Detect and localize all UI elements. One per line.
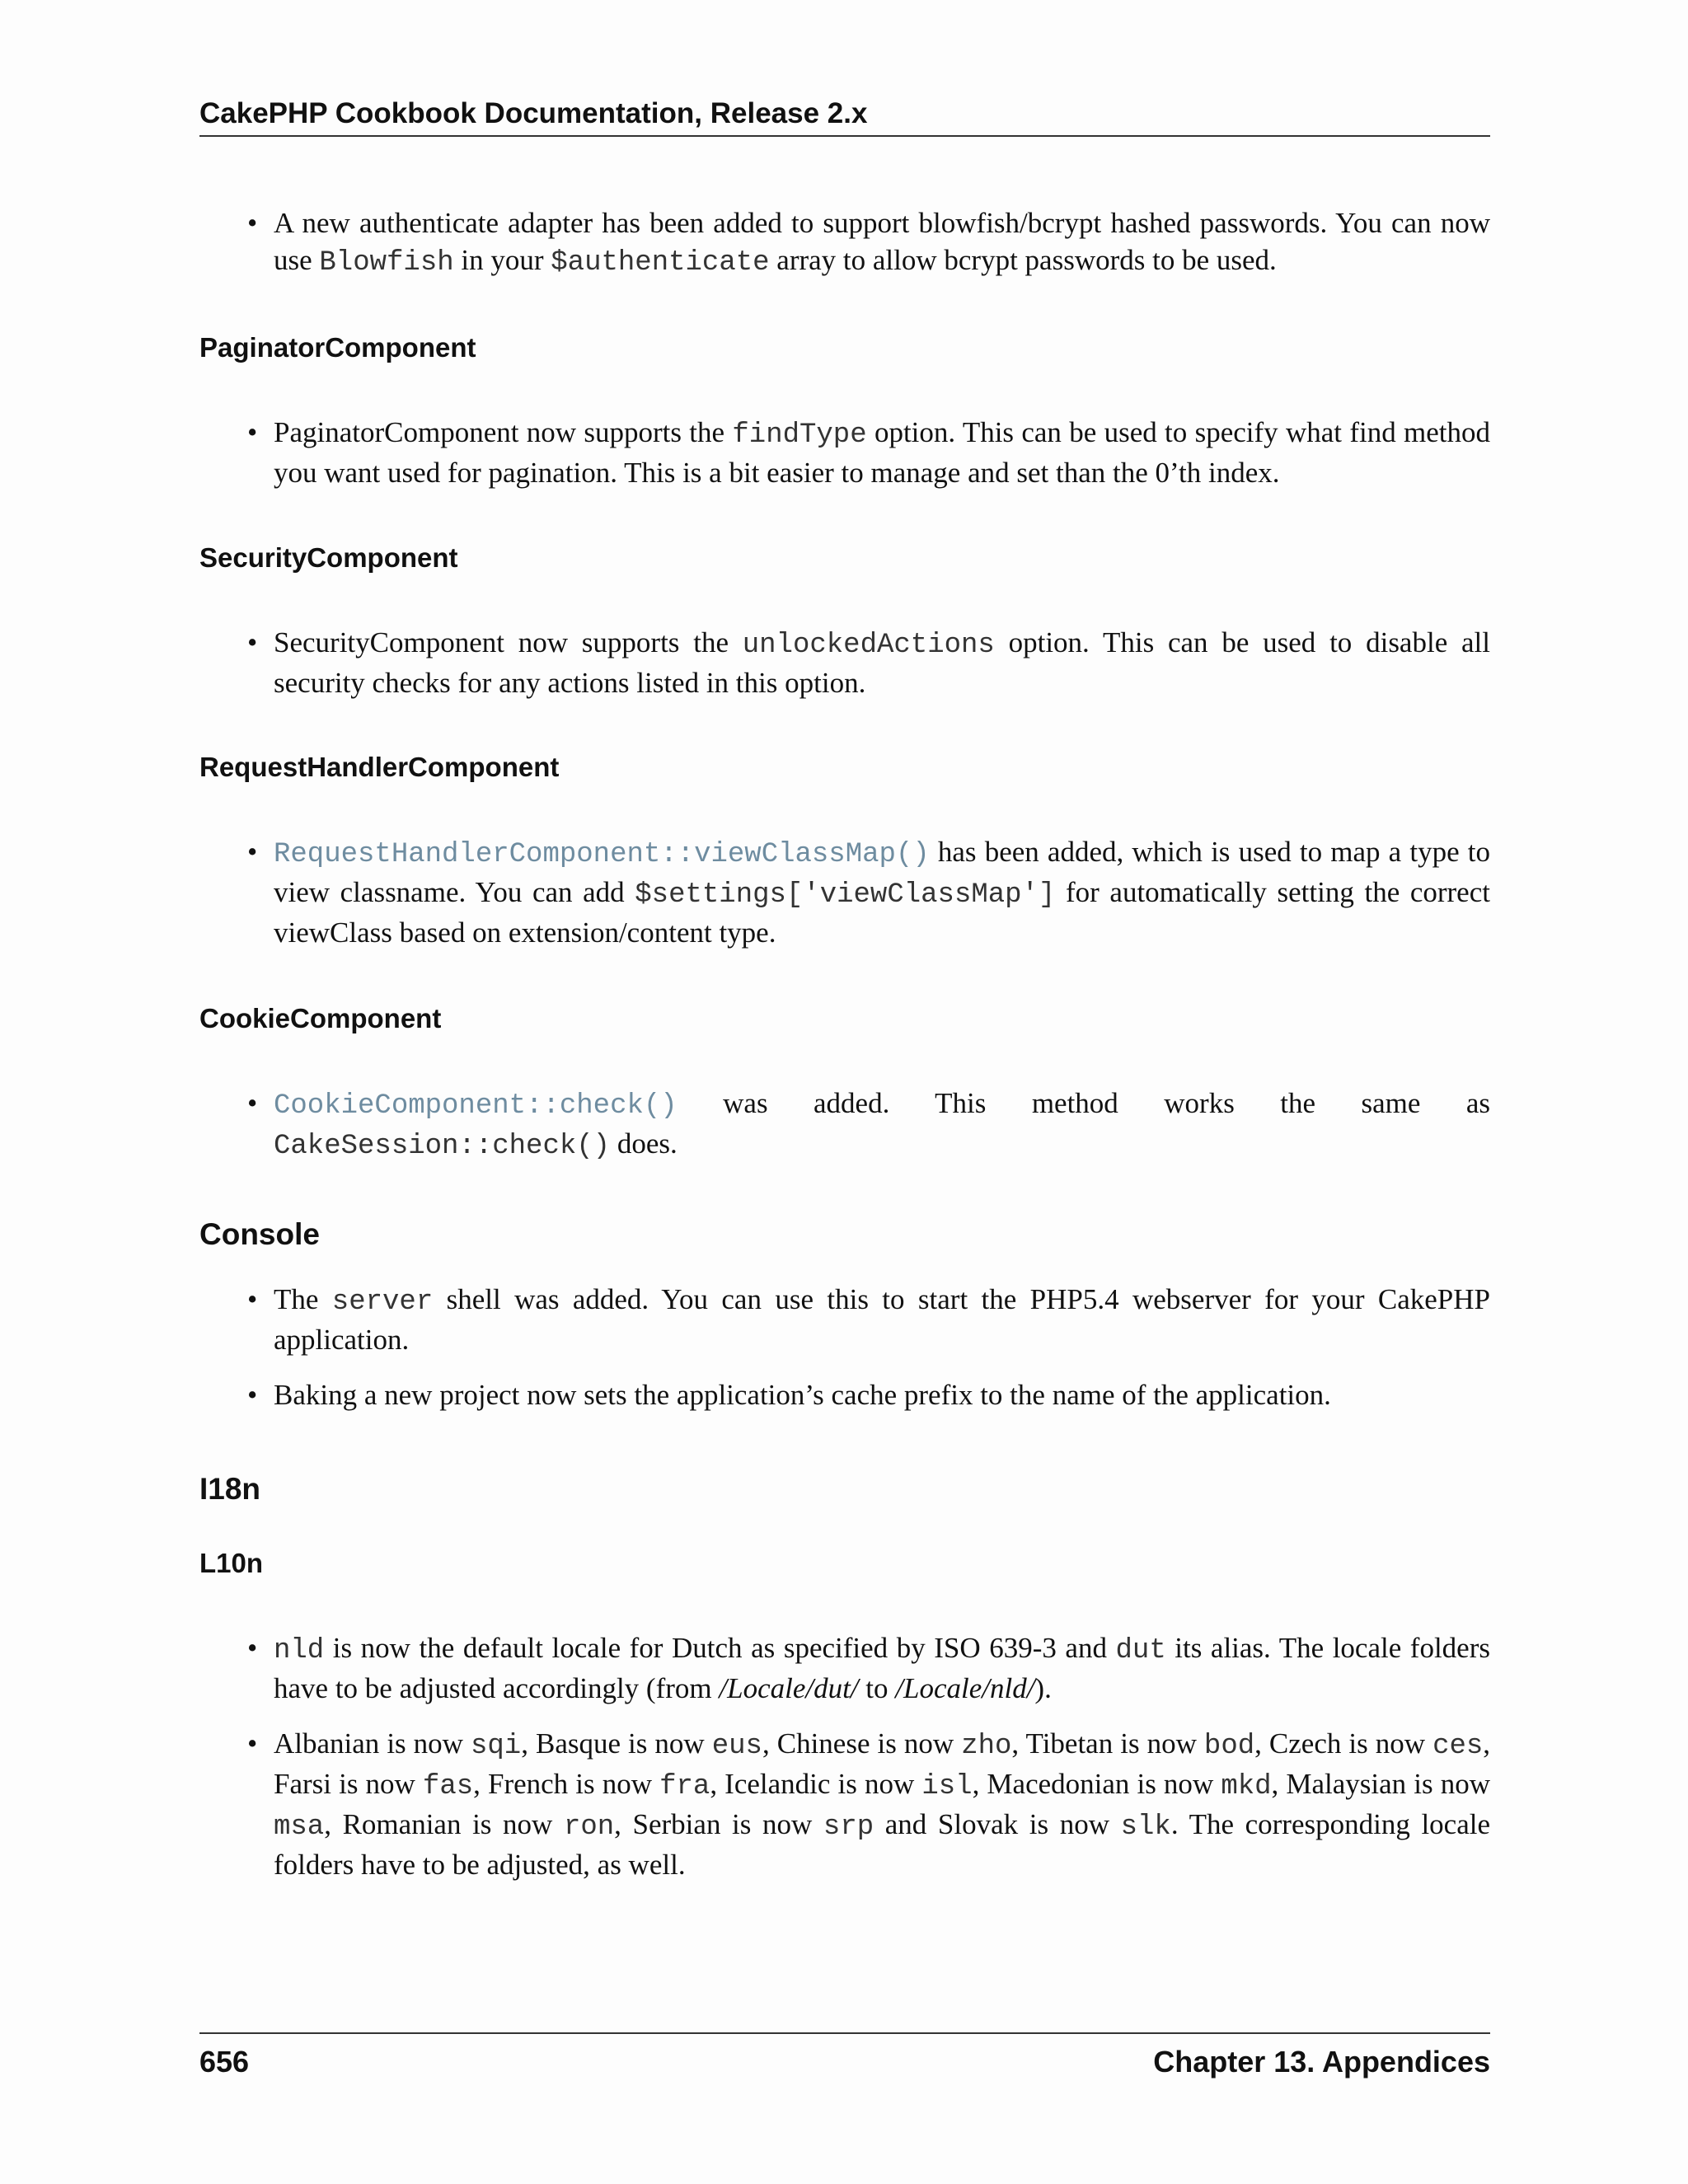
list-item: • RequestHandlerComponent::viewClassMap() has been added, which is used to map a type to view classname. You can add $settings['viewClassMap'] for automatically setting the correct viewClass based on extension/content type.	[199, 833, 1490, 951]
list-item: • The server shell was added. You can use this to start the PHP5.4 webserver for your CakePHP application.	[199, 1281, 1490, 1358]
security-list	[199, 624, 1490, 701]
list-item: • Baking a new project now sets the application’s cache prefix to the name of the application.	[199, 1376, 1490, 1413]
header-title: CakePHP Cookbook Documentation, Release 2.x	[199, 97, 868, 129]
inline-code: dut	[1115, 1635, 1166, 1666]
paginator-list	[199, 414, 1490, 491]
inline-code: ron	[563, 1811, 615, 1843]
inline-code: Blowfish	[319, 247, 454, 279]
section-heading-security: SecurityComponent	[199, 542, 458, 573]
inline-code: $settings['viewClassMap']	[635, 879, 1056, 911]
inline-code: srp	[823, 1811, 874, 1843]
inline-code: eus	[711, 1731, 762, 1762]
bullet-icon: •	[247, 416, 258, 448]
bullet-icon: •	[247, 1632, 258, 1664]
path-text: /Locale/dut/	[719, 1672, 859, 1704]
inline-code: bod	[1203, 1731, 1255, 1762]
list-item: • CookieComponent::check() was added. This method works the same as CakeSession::check() does.	[199, 1085, 1490, 1165]
bullet-icon: •	[247, 1283, 258, 1315]
running-footer	[199, 2032, 1490, 2079]
section-heading-requesthandler: RequestHandlerComponent	[199, 752, 560, 782]
inline-code: server	[331, 1286, 434, 1318]
path-text: /Locale/nld/	[895, 1672, 1035, 1704]
inline-code: sqi	[471, 1731, 522, 1762]
bullet-icon: •	[247, 1727, 258, 1760]
inline-code: unlockedActions	[742, 630, 995, 661]
list-item: • A new authenticate adapter has been added to support blowfish/bcrypt hashed passwords. You can now use Blowfish in your $authenticate array to allow bcrypt passwords to be used.	[199, 204, 1490, 282]
inline-code: isl	[921, 1771, 973, 1802]
inline-code: zho	[961, 1731, 1012, 1762]
inline-code: slk	[1120, 1811, 1171, 1843]
section-heading-l10n: L10n	[199, 1548, 264, 1578]
list-item: • Albanian is now sqi, Basque is now eus, Chinese is now zho, Tibetan is now bod, Czech is now ces, Farsi is now fas, French is now fra, Icelandic is now isl, Macedonian is now mkd, Malaysian is now msa, Romanian is now ron, Serbian is now srp and Slovak is now slk. The corresponding locale folders have to be adjusted, as well.	[199, 1725, 1490, 1883]
section-heading-paginator: PaginatorComponent	[199, 332, 476, 363]
section-heading-console: Console	[199, 1217, 320, 1251]
running-header	[199, 92, 1490, 137]
page-number: 656	[199, 2045, 250, 2079]
inline-code: ces	[1432, 1731, 1484, 1762]
inline-code: msa	[274, 1811, 325, 1843]
inline-code: mkd	[1221, 1771, 1272, 1802]
inline-code: $authenticate	[551, 247, 770, 279]
inline-code: fas	[422, 1771, 474, 1802]
auth-list	[199, 204, 1490, 282]
bullet-icon: •	[247, 207, 258, 239]
bullet-icon: •	[247, 626, 258, 658]
api-link-cookie-check[interactable]: CookieComponent::check()	[274, 1090, 678, 1122]
l10n-list	[199, 1629, 1490, 1883]
section-heading-cookie: CookieComponent	[199, 1003, 442, 1033]
bullet-icon: •	[247, 1379, 258, 1411]
list-item: • SecurityComponent now supports the unlockedActions option. This can be used to disable all security checks for any actions listed in this option.	[199, 624, 1490, 701]
inline-code: CakeSession::check()	[274, 1131, 611, 1162]
inline-code: findType	[732, 419, 867, 451]
inline-code: fra	[659, 1771, 710, 1802]
bullet-icon: •	[247, 1087, 258, 1119]
list-item: • PaginatorComponent now supports the findType option. This can be used to specify what find method you want used for pagination. This is a bit easier to manage and set than the 0’th index.	[199, 414, 1490, 491]
console-list	[199, 1281, 1490, 1413]
list-item: • nld is now the default locale for Dutch as specified by ISO 639-3 and dut its alias. The locale folders have to be adjusted accordingly (from /Locale/dut/ to /Locale/nld/).	[199, 1629, 1490, 1707]
page-content	[199, 165, 1490, 1883]
cookie-list	[199, 1085, 1490, 1165]
inline-code: nld	[274, 1635, 325, 1666]
requesthandler-list	[199, 833, 1490, 951]
chapter-title: Chapter 13. Appendices	[1153, 2045, 1490, 2079]
api-link-viewclassmap[interactable]: RequestHandlerComponent::viewClassMap()	[274, 839, 930, 870]
bullet-icon: •	[247, 836, 258, 868]
section-heading-i18n: I18n	[199, 1472, 261, 1506]
